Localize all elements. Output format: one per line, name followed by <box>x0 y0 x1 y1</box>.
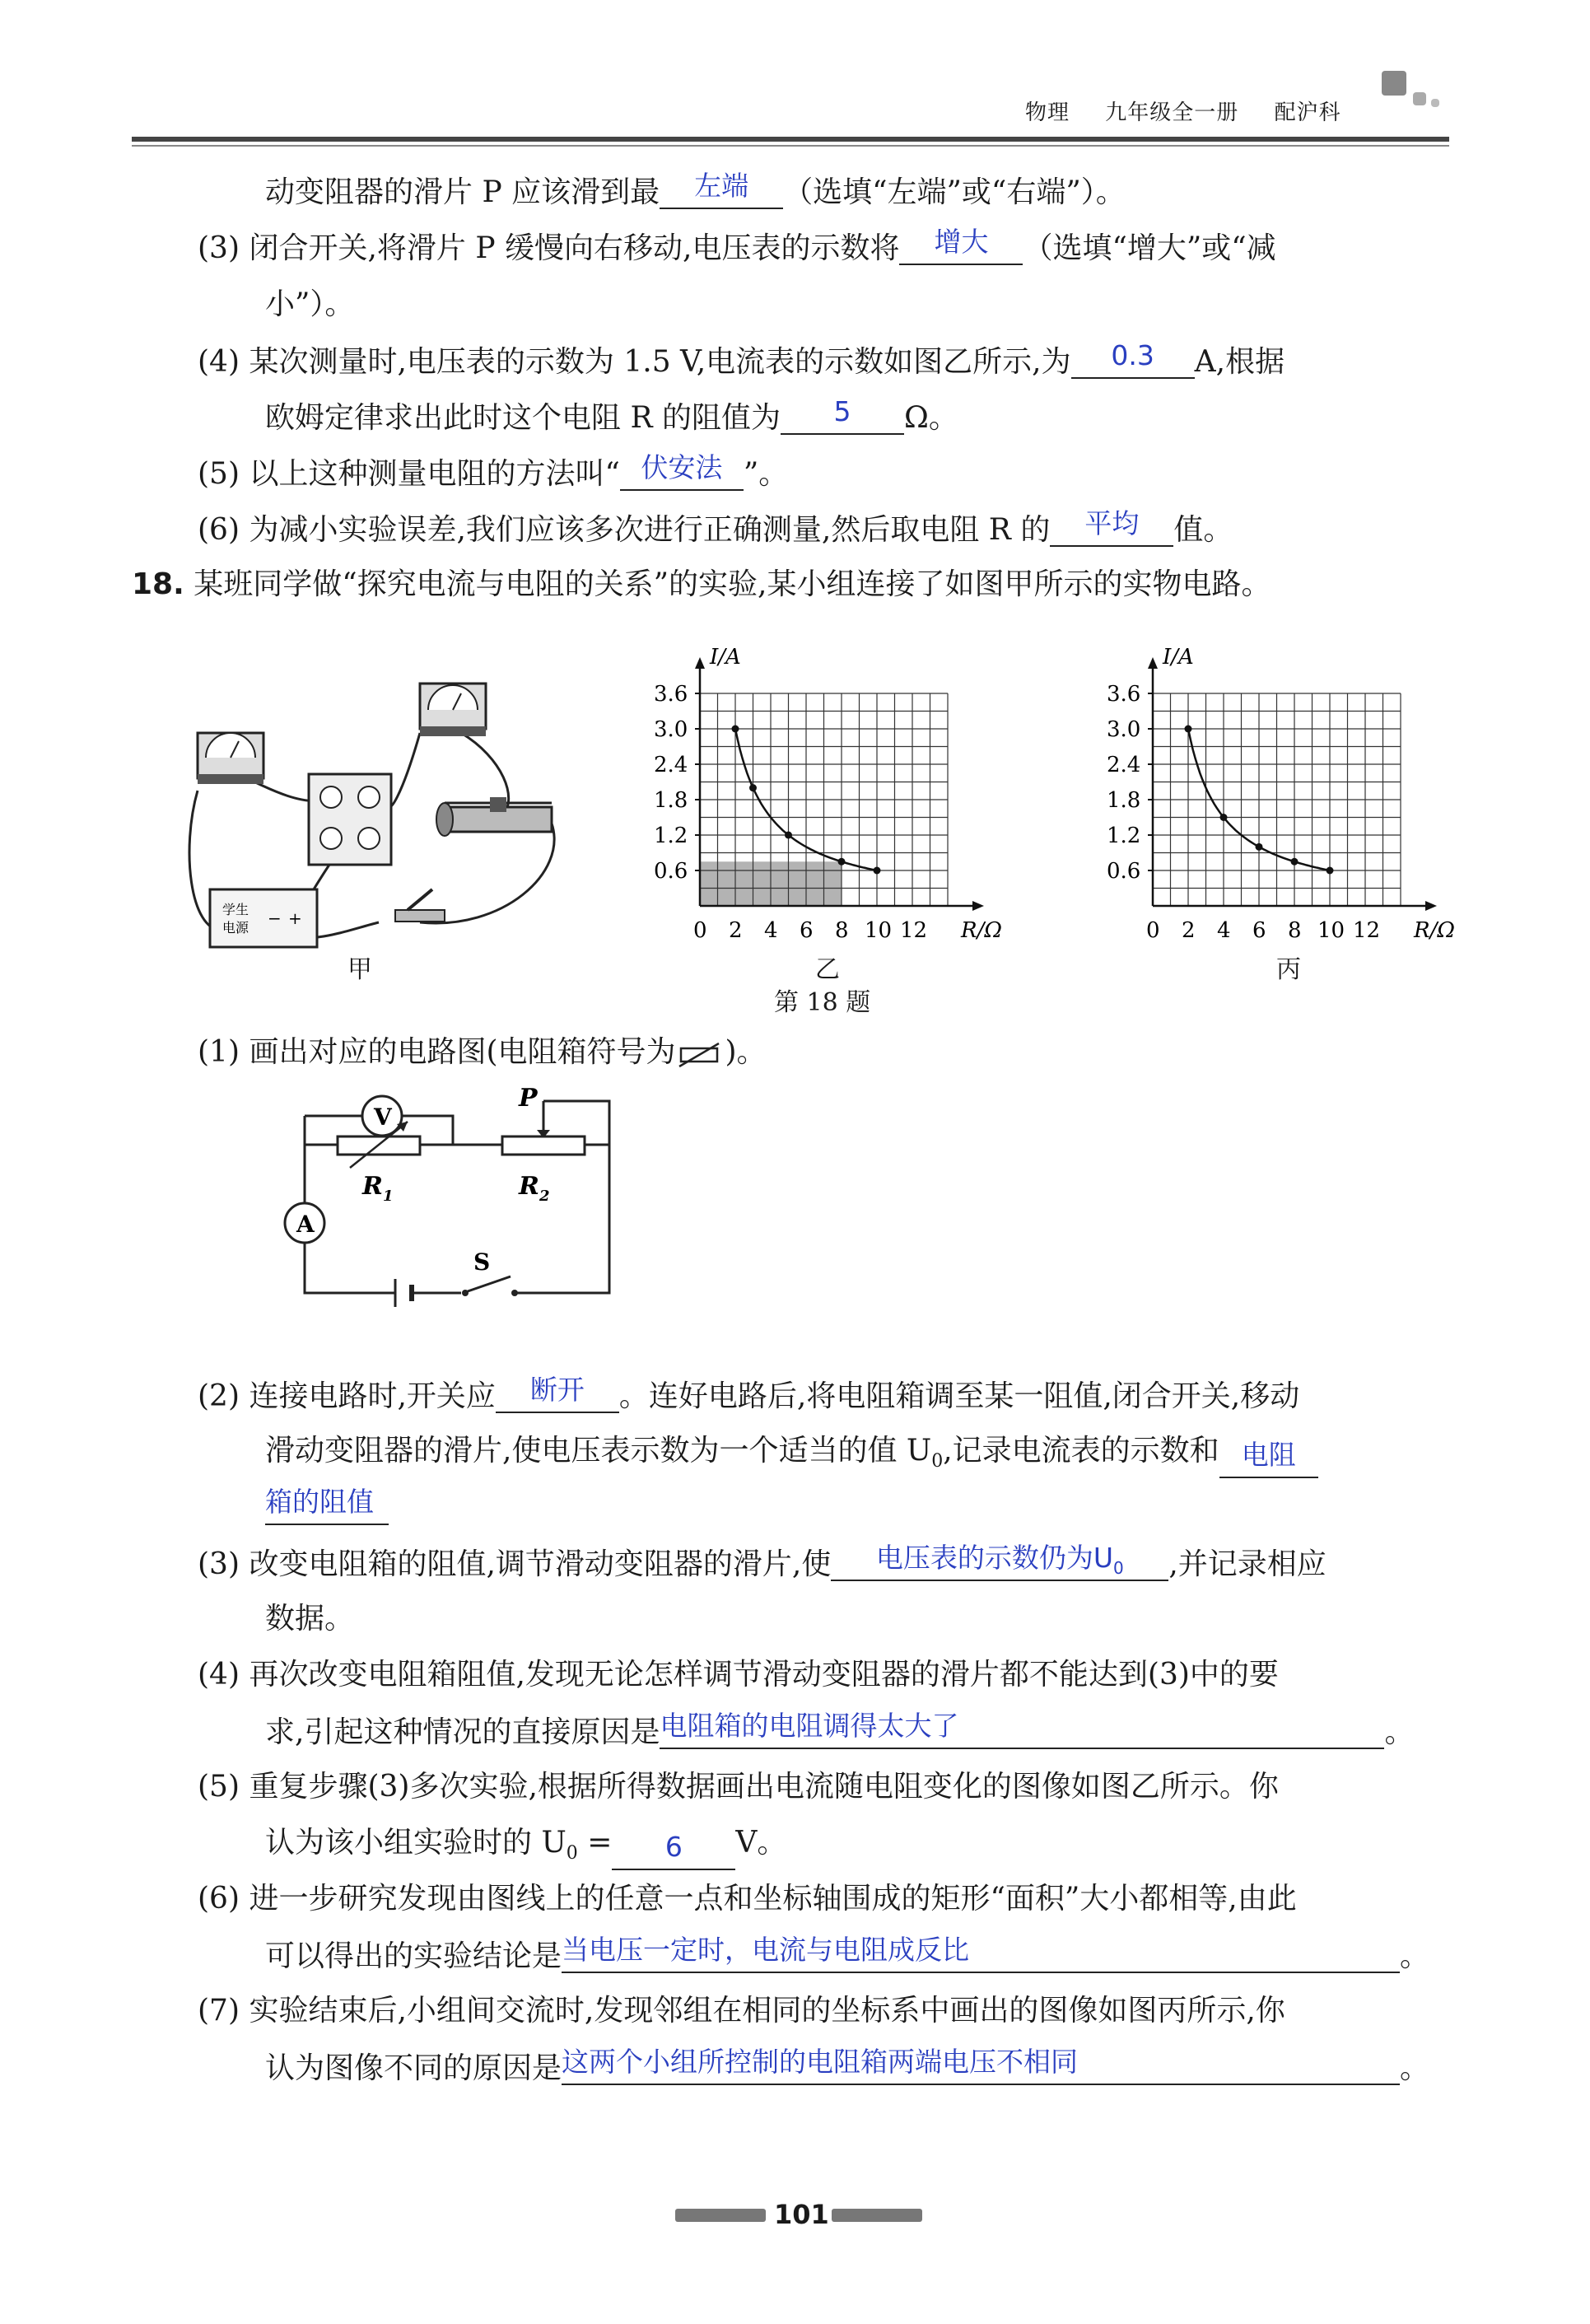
y-axis-arrow <box>695 657 705 669</box>
q17-part6 <box>198 507 1233 547</box>
x-tick-label: 4 <box>764 918 778 943</box>
r1-label: R <box>362 1172 383 1201</box>
figure-yi-label: 乙 <box>815 955 840 984</box>
text: 认为图像不同的原因是 <box>265 2051 562 2085</box>
text: 可以得出的实验结论是 <box>265 1939 562 1973</box>
text: 连接电路时,开关应 <box>249 1379 496 1413</box>
data-point <box>749 784 757 791</box>
answer-text: 6 <box>664 1831 683 1864</box>
data-point <box>732 726 739 733</box>
switch-symbol <box>462 1248 518 1296</box>
data-point <box>1220 814 1228 821</box>
figure-jia-physical-circuit <box>173 659 585 964</box>
x-tick-label: 0 <box>1146 918 1160 943</box>
q17-part4 <box>198 339 1285 379</box>
q18-stem <box>132 568 1271 601</box>
text: 小”）。 <box>265 287 355 321</box>
q18-part4-cont <box>265 1710 1415 1749</box>
question-number: 18. <box>132 567 184 601</box>
voltmeter-device <box>420 684 486 736</box>
r2-label: R <box>519 1172 539 1201</box>
q18-part2-line3 <box>265 1486 389 1525</box>
text: ,并记录相应 <box>1168 1547 1327 1581</box>
part-number: (7) <box>198 1994 240 2028</box>
footer-deco-bar <box>832 2209 922 2222</box>
answer-text: 当电压一定时，电流与电阻成反比 <box>562 1934 970 1966</box>
header-rule-thin <box>132 145 1449 147</box>
text: 改变电阻箱的阻值,调节滑动变阻器的滑片,使 <box>249 1547 832 1581</box>
figure-bing-label: 丙 <box>1276 955 1301 984</box>
text: 以上这种测量电阻的方法叫“ <box>249 457 620 491</box>
x-axis-label: R/Ω <box>1414 918 1455 943</box>
resistance-box-device <box>309 774 391 865</box>
text: 。 <box>1400 2051 1430 2085</box>
answer-blank <box>660 1710 1384 1749</box>
y-tick-label: 3.6 <box>1107 682 1141 707</box>
y-tick-label: 0.6 <box>1107 859 1141 884</box>
answer-blank <box>831 1542 1168 1581</box>
svg-text:R1 <box>361 1172 393 1205</box>
slider-p-label: P <box>519 1084 538 1113</box>
text: 实验结束后,小组间交流时,发现邻组在相同的坐标系中画出的图像如图丙所示,你 <box>249 1994 1285 2028</box>
q18-part2 <box>198 1374 1300 1413</box>
power-supply-device <box>210 889 317 947</box>
header-deco-square <box>1413 92 1426 105</box>
q18-part2-line2 <box>265 1435 1318 1478</box>
data-point <box>785 832 792 839</box>
q18-part5 <box>198 1771 1279 1804</box>
q18-part6-cont <box>265 1934 1430 1973</box>
answer-text: 0.3 <box>1111 339 1154 371</box>
y-tick-label: 1.2 <box>654 824 688 848</box>
subscript: 0 <box>931 1451 944 1472</box>
answer-text: 电阻箱的电阻调得太大了 <box>660 1710 959 1742</box>
text: 认为该小组实验时的 U <box>265 1826 567 1860</box>
resistance-box-symbol-icon <box>676 1040 725 1068</box>
subscript: 0 <box>566 1843 578 1864</box>
header-rule <box>132 137 1449 142</box>
answer-text: 这两个小组所控制的电阻箱两端电压不相同 <box>562 2046 1079 2078</box>
power-label-1: 学生 <box>222 902 249 917</box>
answer-blank <box>496 1374 619 1413</box>
text: A,根据 <box>1194 345 1285 379</box>
header-subject: 物理 <box>1025 100 1070 125</box>
y-axis-label: I/A <box>710 645 741 670</box>
text: )。 <box>725 1035 767 1069</box>
text: ,记录电流表的示数和 <box>943 1434 1219 1468</box>
chart-yi <box>634 609 1029 955</box>
text: 。 <box>1400 1939 1430 1973</box>
text: 。 <box>1384 1715 1415 1749</box>
part-number: (5) <box>198 1770 240 1804</box>
text: 滑动变阻器的滑片,使电压表示数为一个适当的值 U <box>265 1434 932 1468</box>
data-point <box>874 867 881 875</box>
header-deco-square <box>1382 71 1406 96</box>
minus-sign: − <box>268 908 282 928</box>
part-number: (1) <box>198 1035 240 1069</box>
answer-blank <box>1050 507 1173 547</box>
q17-part3-cont <box>265 288 354 321</box>
header-edition: 配沪科 <box>1274 100 1341 125</box>
footer-deco-bar <box>675 2209 766 2222</box>
x-tick-label: 2 <box>729 918 743 943</box>
y-tick-label: 2.4 <box>1107 753 1141 777</box>
text: 求,引起这种情况的直接原因是 <box>265 1715 660 1749</box>
text: （选填“增大”或“减 <box>1023 231 1276 265</box>
y-axis-label: I/A <box>1163 645 1194 670</box>
q18-part3 <box>198 1542 1327 1581</box>
q18-part5-cont <box>265 1827 786 1870</box>
x-tick-label: 12 <box>900 918 928 943</box>
text: 闭合开关,将滑片 P 缓慢向右移动,电压表的示数将 <box>249 231 900 265</box>
x-tick-label: 10 <box>1317 918 1345 943</box>
text: 画出对应的电路图(电阻箱符号为 <box>249 1035 676 1069</box>
q17-part3 <box>198 226 1276 265</box>
text: 值。 <box>1173 513 1233 547</box>
part-number: (6) <box>198 1882 240 1916</box>
answer-text: 电压表的示数仍为U <box>875 1542 1114 1574</box>
q18-part1 <box>198 1036 767 1069</box>
part-number: (4) <box>198 1658 240 1692</box>
header-deco-square <box>1431 99 1439 107</box>
q17-part4-cont <box>265 395 958 435</box>
y-axis-arrow <box>1148 657 1158 669</box>
answer-subscript: 0 <box>1113 1558 1124 1579</box>
text: 动变阻器的滑片 P 应该滑到最 <box>265 175 660 209</box>
answer-text: 断开 <box>529 1374 585 1406</box>
x-tick-label: 8 <box>835 918 849 943</box>
answer-text: 电阻 <box>1241 1439 1296 1472</box>
part-number: (5) <box>198 457 240 491</box>
y-tick-label: 1.8 <box>654 788 688 813</box>
part-number: (3) <box>198 1547 240 1581</box>
y-tick-label: 2.4 <box>654 753 688 777</box>
text: 欧姆定律求出此时这个电阻 R 的阻值为 <box>265 401 781 435</box>
answer-text: 增大 <box>934 226 989 258</box>
q18-part6 <box>198 1883 1297 1916</box>
y-tick-label: 3.6 <box>654 682 688 707</box>
y-tick-label: 0.6 <box>654 859 688 884</box>
q17-line-a <box>265 170 1126 209</box>
page-number: 101 <box>774 2199 829 2230</box>
circuit-diagram <box>272 1079 618 1318</box>
chart-bing <box>1087 609 1482 955</box>
rheostat-device <box>436 797 552 836</box>
text: ”。 <box>743 457 789 491</box>
q18-part7-cont <box>265 2046 1430 2085</box>
text: 数据。 <box>265 1602 355 1636</box>
y-tick-label: 3.0 <box>1107 717 1141 742</box>
answer-text: 左端 <box>694 170 749 202</box>
y-tick-label: 3.0 <box>654 717 688 742</box>
answer-blank <box>562 2046 1400 2085</box>
switch-label: S <box>473 1248 491 1276</box>
answer-blank <box>1219 1439 1318 1478</box>
answer-text: 箱的阻值 <box>265 1486 374 1518</box>
data-point <box>1185 726 1192 733</box>
answer-blank <box>612 1831 735 1870</box>
x-tick-label: 12 <box>1353 918 1381 943</box>
answer-blank <box>899 226 1023 265</box>
answer-blank <box>562 1934 1400 1973</box>
text: 某次测量时,电压表的示数为 1.5 V,电流表的示数如图乙所示,为 <box>249 345 1071 379</box>
x-axis-label: R/Ω <box>961 918 1002 943</box>
r1-subscript: 1 <box>382 1188 394 1205</box>
q17-part5 <box>198 451 789 491</box>
text: 重复步骤(3)多次实验,根据所得数据画出电流随电阻变化的图像如图乙所示。你 <box>249 1770 1279 1804</box>
answer-blank <box>265 1486 389 1525</box>
x-axis-arrow <box>1425 901 1437 911</box>
text: = <box>577 1826 613 1860</box>
q18-part4 <box>198 1659 1279 1692</box>
answer-text: 伏安法 <box>641 451 723 483</box>
answer-text: 平均 <box>1084 507 1140 539</box>
answer-text: 5 <box>833 395 851 427</box>
text: Ω。 <box>904 401 958 435</box>
y-tick-label: 1.8 <box>1107 788 1141 813</box>
header-grade: 九年级全一册 <box>1105 100 1239 125</box>
x-tick-label: 8 <box>1288 918 1302 943</box>
question-text: 某班同学做“探究电流与电阻的关系”的实验,某小组连接了如图甲所示的实物电路。 <box>194 567 1271 601</box>
x-tick-label: 10 <box>865 918 893 943</box>
text: V。 <box>735 1826 787 1860</box>
part-number: (4) <box>198 345 240 379</box>
ammeter-symbol <box>285 1203 324 1243</box>
power-label-2: 电源 <box>222 920 249 936</box>
data-point <box>1291 858 1299 866</box>
data-point <box>1256 843 1263 851</box>
text: （选填“左端”或“右端”）。 <box>783 175 1126 209</box>
ammeter-device <box>198 733 263 784</box>
q18-part7 <box>198 1995 1285 2028</box>
switch-device <box>395 889 445 922</box>
figure-jia-label: 甲 <box>347 955 372 984</box>
battery-symbol <box>395 1279 412 1307</box>
x-tick-label: 6 <box>800 918 814 943</box>
plus-sign: + <box>288 908 302 928</box>
svg-text:R2 <box>518 1172 549 1205</box>
answer-blank <box>1071 339 1195 379</box>
figure-caption: 第 18 题 <box>774 988 871 1017</box>
q18-part3-cont <box>265 1603 354 1636</box>
part-number: (3) <box>198 231 240 265</box>
text: 进一步研究发现由图线上的任意一点和坐标轴围成的矩形“面积”大小都相等,由此 <box>249 1882 1297 1916</box>
answer-blank <box>620 451 744 491</box>
answer-blank <box>781 395 904 435</box>
x-tick-label: 2 <box>1182 918 1196 943</box>
part-number: (2) <box>198 1379 240 1413</box>
x-tick-label: 0 <box>693 918 707 943</box>
text: 为减小实验误差,我们应该多次进行正确测量,然后取电阻 R 的 <box>249 513 1051 547</box>
x-tick-label: 6 <box>1252 918 1266 943</box>
voltmeter-label: V <box>374 1104 392 1131</box>
x-tick-label: 4 <box>1217 918 1231 943</box>
r2-subscript: 2 <box>539 1188 550 1205</box>
ammeter-label: A <box>296 1211 315 1238</box>
part-number: (6) <box>198 513 240 547</box>
y-tick-label: 1.2 <box>1107 824 1141 848</box>
answer-blank <box>660 170 783 209</box>
x-axis-arrow <box>972 901 984 911</box>
page-header <box>1025 96 1369 126</box>
data-point <box>1327 867 1334 875</box>
data-point <box>838 858 846 866</box>
text: 再次改变电阻箱阻值,发现无论怎样调节滑动变阻器的滑片都不能达到(3)中的要 <box>249 1658 1279 1692</box>
text: 。连好电路后,将电阻箱调至某一阻值,闭合开关,移动 <box>618 1379 1300 1413</box>
